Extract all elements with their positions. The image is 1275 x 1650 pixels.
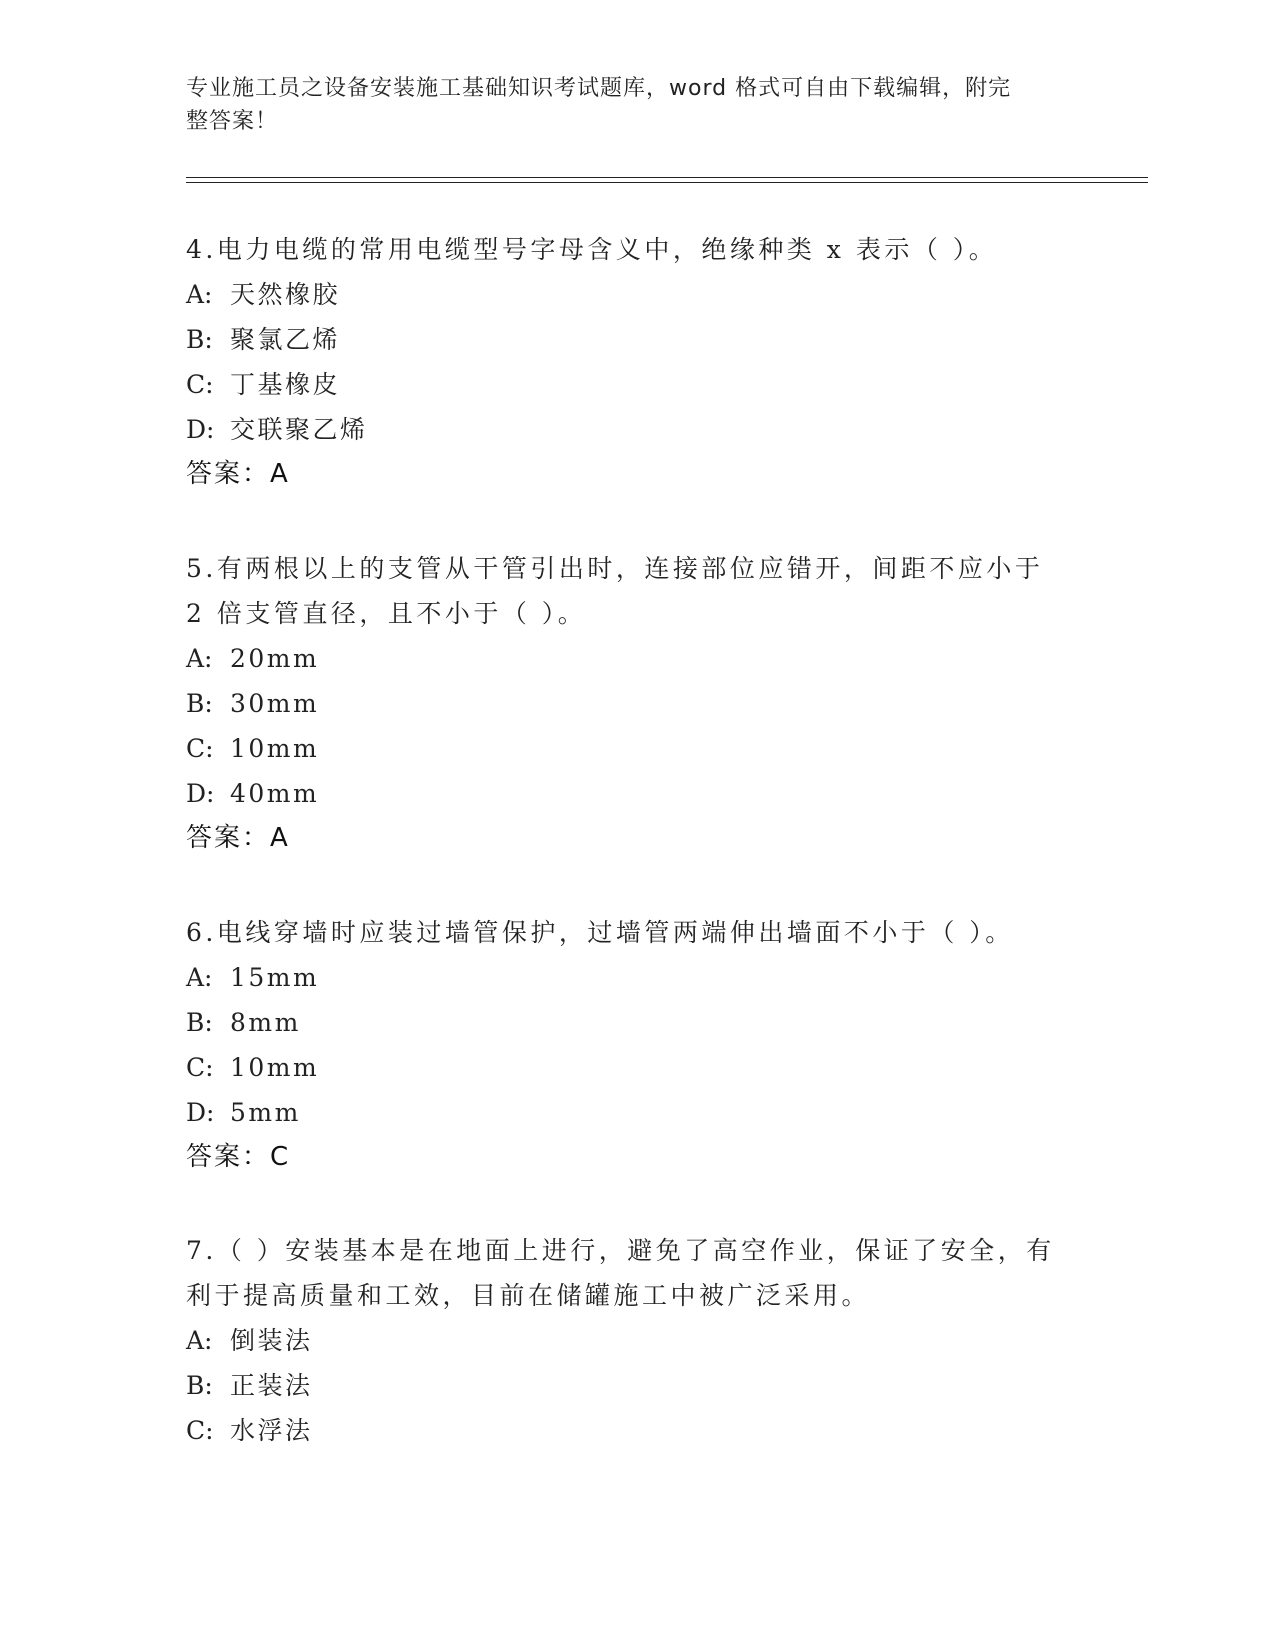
option-text: 10mm (230, 734, 320, 763)
option-key: A: (186, 963, 213, 992)
header-line-2: 整答案！ (186, 109, 279, 134)
option-text: 8mm (230, 1008, 301, 1037)
option-key: A: (186, 1326, 213, 1355)
option-d (186, 771, 1086, 816)
option-text: 天然橡胶 (230, 280, 341, 309)
option-b (186, 317, 1086, 362)
header-line-1: 专业施工员之设备安装施工基础知识考试题库，word 格式可自由下载编辑，附完 (186, 76, 1012, 101)
option-key: A: (186, 644, 213, 673)
option-text: 20mm (230, 644, 320, 673)
question-text-line-2: 利于提高质量和工效，目前在储罐施工中被广泛采用。 (186, 1281, 871, 1310)
option-text: 聚氯乙烯 (230, 325, 341, 354)
question-text: 4.电力电缆的常用电缆型号字母含义中，绝缘种类 x 表示（ ）。 (186, 235, 998, 264)
option-b (186, 1363, 1086, 1408)
option-text: 40mm (230, 779, 320, 808)
option-text: 正装法 (230, 1371, 313, 1400)
option-c (186, 362, 1086, 407)
question-text-line-2: 2 倍支管直径，且不小于（ ）。 (186, 599, 587, 628)
option-key: A: (186, 280, 213, 309)
option-a (186, 955, 1086, 1000)
option-key: C: (186, 734, 214, 763)
question-text: 6.电线穿墙时应装过墙管保护，过墙管两端伸出墙面不小于（ ）。 (186, 918, 1014, 947)
option-key: B: (186, 689, 213, 718)
question-7 (186, 1228, 1086, 1453)
option-key: D: (186, 1098, 215, 1127)
option-text: 5mm (230, 1098, 301, 1127)
option-text: 水浮法 (230, 1416, 313, 1445)
document-header (186, 72, 1066, 138)
question-text-line-1: 7.（ ）安装基本是在地面上进行，避免了高空作业，保证了安全，有 (186, 1236, 1055, 1265)
option-a (186, 636, 1086, 681)
option-b (186, 681, 1086, 726)
question-5 (186, 546, 1086, 861)
option-text: 倒装法 (230, 1326, 313, 1355)
option-a (186, 272, 1086, 317)
option-c (186, 1408, 1086, 1453)
option-key: B: (186, 1008, 213, 1037)
option-text: 交联聚乙烯 (230, 415, 368, 444)
option-text: 10mm (230, 1053, 320, 1082)
option-key: B: (186, 325, 213, 354)
question-4 (186, 227, 1086, 497)
option-key: D: (186, 779, 215, 808)
option-d (186, 407, 1086, 452)
answer: 答案：C (186, 1142, 291, 1172)
option-key: B: (186, 1371, 213, 1400)
question-6 (186, 910, 1086, 1180)
option-a (186, 1318, 1086, 1363)
option-key: D: (186, 415, 215, 444)
answer: 答案：A (186, 823, 290, 853)
option-key: C: (186, 1416, 214, 1445)
option-key: C: (186, 1053, 214, 1082)
option-c (186, 1045, 1086, 1090)
question-text-line-1: 5.有两根以上的支管从干管引出时，连接部位应错开，间距不应小于 (186, 554, 1044, 583)
answer: 答案：A (186, 459, 290, 489)
option-key: C: (186, 370, 214, 399)
option-c (186, 726, 1086, 771)
header-divider (186, 177, 1148, 183)
option-text: 15mm (230, 963, 320, 992)
option-b (186, 1000, 1086, 1045)
option-d (186, 1090, 1086, 1135)
option-text: 丁基橡皮 (230, 370, 341, 399)
option-text: 30mm (230, 689, 320, 718)
